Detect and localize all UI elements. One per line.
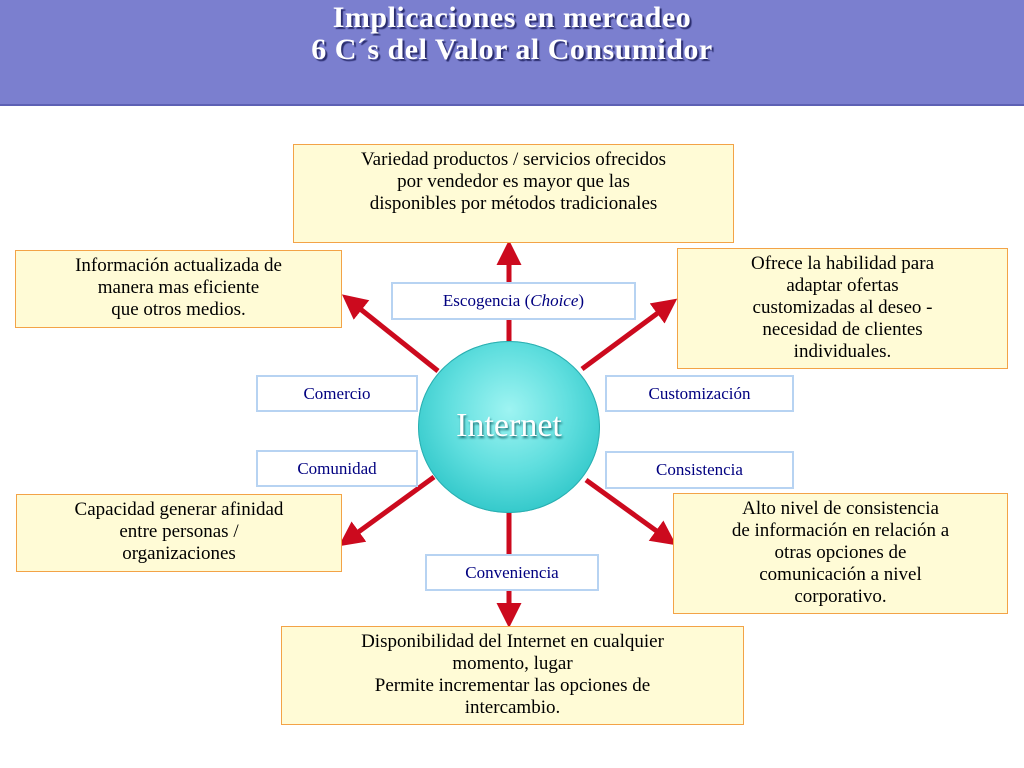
- convenience-description-line: intercambio.: [464, 697, 561, 718]
- customization-description-line: Ofrece la habilidad para: [750, 253, 935, 274]
- choice-label-suffix: ): [578, 291, 585, 310]
- title-line-1: Implicaciones en mercadeo: [332, 1, 692, 34]
- customization-description-line: customizadas al deseo -: [752, 297, 933, 318]
- convenience-description-line: Permite incrementar las opciones de: [374, 675, 651, 696]
- consistency-description-line: otras opciones de: [774, 542, 907, 563]
- convenience-description-line: Disponibilidad del Internet en cualquier: [361, 631, 664, 652]
- internet-hub: [418, 341, 600, 513]
- consistency-description-line: Alto nivel de consistencia: [742, 498, 939, 519]
- title-line-2: 6 C´s del Valor al Consumidor: [311, 33, 713, 66]
- internet-hub-label: Internet: [456, 407, 562, 444]
- community-description-line: Capacidad generar afinidad: [74, 499, 284, 520]
- convenience-label: Conveniencia: [425, 554, 599, 591]
- choice-label: [391, 282, 636, 320]
- choice-description-line: Variedad productos / servicios ofrecidos: [361, 149, 666, 170]
- customization-label: Customización: [605, 375, 794, 412]
- choice-description-box: [293, 144, 734, 243]
- customization-description-line: adaptar ofertas: [786, 275, 899, 296]
- customization-description-line: necesidad de clientes: [762, 319, 923, 340]
- commerce-description-line: Información actualizada de: [75, 255, 282, 276]
- choice-label-english: Choice: [530, 291, 579, 310]
- consistency-description-line: de información en relación a: [731, 520, 950, 541]
- customization-description-box: [677, 248, 1008, 369]
- consistency-label: Consistencia: [605, 451, 794, 489]
- choice-label-prefix: Escogencia (: [442, 291, 531, 310]
- commerce-label: Comercio: [256, 375, 418, 412]
- community-label: Comunidad: [256, 450, 418, 487]
- commerce-description-box: [15, 250, 342, 328]
- customization-description-line: individuales.: [793, 341, 892, 362]
- community-description-box: [16, 494, 342, 572]
- consistency-description-line: corporativo.: [794, 586, 887, 607]
- choice-description-line: disponibles por métodos tradicionales: [369, 193, 658, 214]
- commerce-description-line: que otros medios.: [111, 299, 246, 320]
- arrow-lower-right: [586, 480, 669, 540]
- community-description-line: entre personas /: [119, 521, 239, 542]
- choice-description-line: por vendedor es mayor que las: [397, 171, 630, 192]
- convenience-description-box: [281, 626, 744, 725]
- commerce-description-line: manera mas eficiente: [97, 277, 260, 298]
- consistency-description-line: comunicación a nivel: [759, 564, 922, 585]
- consistency-description-box: [673, 493, 1008, 614]
- community-description-line: organizaciones: [122, 543, 236, 564]
- convenience-description-line: momento, lugar: [452, 653, 573, 674]
